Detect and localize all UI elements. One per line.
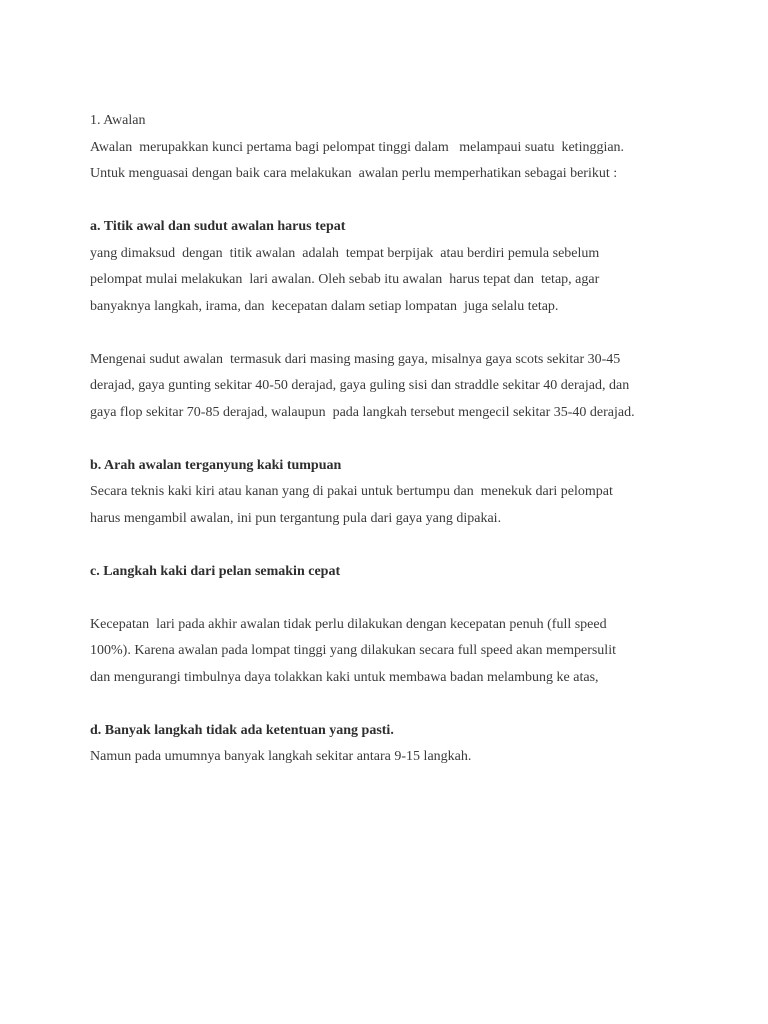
spacer [90, 532, 700, 559]
paragraph-line: gaya flop sekitar 70-85 derajad, walaupun pada langkah tersebut mengecil sekitar 35-40 derajad. [90, 404, 635, 420]
heading-part-b: b. Arah awalan terganyung kaki tumpuan [90, 457, 342, 473]
paragraph-line: banyaknya langkah, irama, dan kecepatan dalam setiap lompatan juga selalu tetap. [90, 298, 559, 314]
heading-part-a: a. Titik awal dan sudut awalan harus tepat [90, 219, 346, 234]
section-title: 1. Awalan [90, 113, 146, 128]
intro-line: Awalan merupakkan kunci pertama bagi pelompat tinggi dalam melampaui suatu ketinggian. [90, 139, 625, 155]
spacer [90, 585, 700, 612]
document-body [90, 108, 700, 771]
spacer [90, 426, 700, 453]
spacer [90, 320, 700, 347]
paragraph-line: Kecepatan lari pada akhir awalan tidak perlu dilakukan dengan kecepatan penuh (full speed [90, 616, 607, 632]
intro-line: Untuk menguasai dengan baik cara melakukan awalan perlu memperhatikan sebagai berikut : [90, 166, 618, 181]
paragraph-line: yang dimaksud dengan titik awalan adalah tempat berpijak atau berdiri pemula sebelum [90, 245, 600, 261]
paragraph-line: 100%). Karena awalan pada lompat tinggi yang dilakukan secara full speed akan mempersulit [90, 643, 616, 658]
paragraph-line: harus mengambil awalan, ini pun tergantung pula dari gaya yang dipakai. [90, 510, 502, 526]
paragraph-line: dan mengurangi timbulnya daya tolakkan kaki untuk membawa badan melambung ke atas, [90, 669, 599, 685]
paragraph-line: pelompat mulai melakukan lari awalan. Oleh sebab itu awalan harus tepat dan tetap, agar [90, 272, 600, 287]
spacer [90, 188, 700, 215]
paragraph-line: Mengenai sudut awalan termasuk dari masing masing gaya, misalnya gaya scots sekitar 30-45 [90, 351, 621, 367]
heading-part-c: c. Langkah kaki dari pelan semakin cepat [90, 563, 341, 579]
heading-part-d: d. Banyak langkah tidak ada ketentuan yang pasti. [90, 722, 394, 738]
paragraph-line: Namun pada umumnya banyak langkah sekitar antara 9-15 langkah. [90, 749, 472, 764]
paragraph-line: derajad, gaya gunting sekitar 40-50 derajad, gaya guling sisi dan straddle sekitar 40 derajad, dan [90, 378, 630, 393]
spacer [90, 691, 700, 718]
paragraph-line: Secara teknis kaki kiri atau kanan yang di pakai untuk bertumpu dan menekuk dari pelompat [90, 484, 613, 499]
